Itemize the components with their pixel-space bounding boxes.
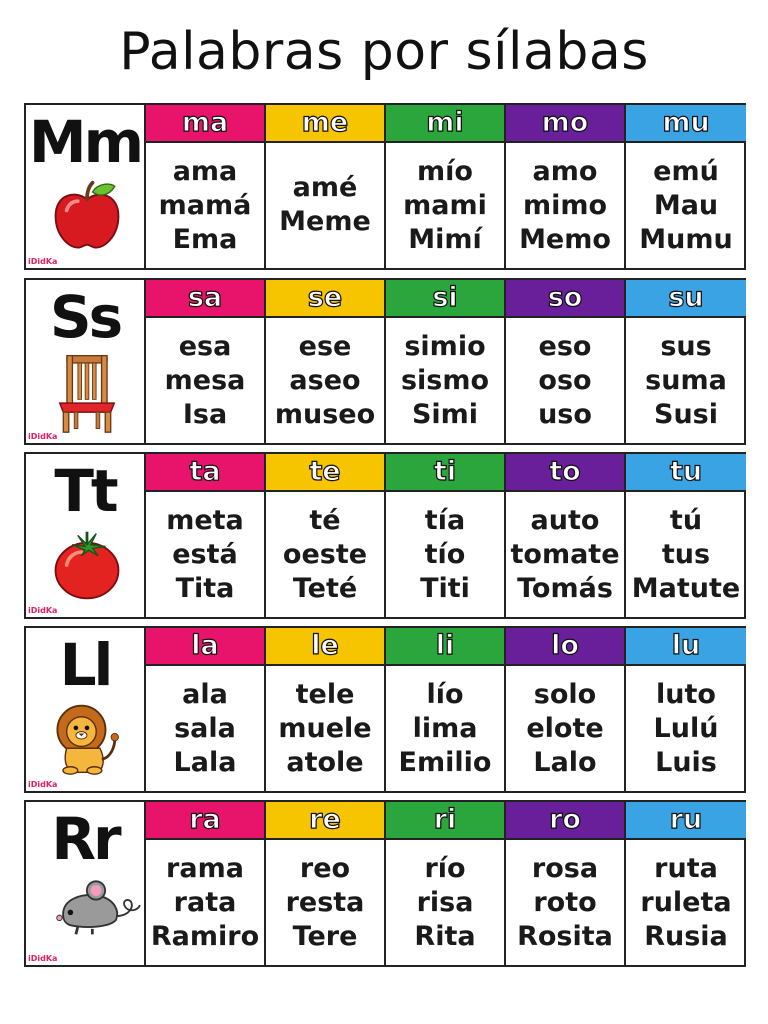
- letter-block: [24, 278, 746, 445]
- word: museo: [274, 399, 376, 430]
- word: Memo: [519, 224, 611, 255]
- word-list: [386, 840, 504, 954]
- word: simio: [404, 331, 486, 362]
- letter-heading: Tt: [54, 457, 116, 525]
- word: lima: [412, 713, 478, 744]
- syllable-column: [266, 105, 386, 268]
- syllable-column: [386, 628, 506, 791]
- lion-icon: [50, 700, 124, 778]
- word: Mimí: [408, 224, 482, 255]
- syllable-header: te: [266, 454, 384, 492]
- syllable-header: mo: [506, 105, 624, 143]
- word: luto: [656, 679, 716, 710]
- word-list: [266, 318, 384, 432]
- word: Tere: [292, 921, 358, 952]
- word: Luis: [655, 747, 717, 778]
- letter-heading: Mm: [28, 108, 142, 176]
- letter-block: [24, 452, 746, 619]
- word: Rusia: [644, 921, 728, 952]
- word: mesa: [164, 365, 246, 396]
- syllable-column: [626, 105, 746, 268]
- page-title: Palabras por sílabas: [119, 22, 649, 82]
- syllable-header: to: [506, 454, 624, 492]
- letter-cell: [26, 628, 146, 791]
- word: solo: [533, 679, 597, 710]
- word: roto: [533, 887, 597, 918]
- syllable-column: [266, 802, 386, 965]
- word: Matute: [631, 573, 741, 604]
- word: ruleta: [640, 887, 732, 918]
- syllable-column: [506, 802, 626, 965]
- syllable-column: [146, 280, 266, 443]
- word: sismo: [400, 365, 490, 396]
- word-list: [386, 666, 504, 780]
- word-list: [266, 143, 384, 239]
- word-list: [146, 840, 264, 954]
- syllable-column: [386, 280, 506, 443]
- word: Tomás: [517, 573, 613, 604]
- word: mamá: [158, 190, 252, 221]
- word: Mumu: [639, 224, 733, 255]
- word: tío: [424, 539, 466, 570]
- letter-cell: [26, 105, 146, 268]
- word: Isa: [182, 399, 228, 430]
- mouse-icon: [50, 874, 124, 952]
- word: rata: [173, 887, 237, 918]
- word: Ema: [172, 224, 238, 255]
- word: uso: [538, 399, 592, 430]
- word: sala: [174, 713, 236, 744]
- word-list: [146, 666, 264, 780]
- syllable-header: ma: [146, 105, 264, 143]
- brand-logo: iDidKa: [28, 257, 58, 266]
- word: Titi: [420, 573, 470, 604]
- word: tú: [669, 505, 703, 536]
- word-list: [506, 143, 624, 257]
- syllable-header: ta: [146, 454, 264, 492]
- word-list: [626, 840, 746, 954]
- syllable-header: lu: [626, 628, 746, 666]
- word: amé: [292, 172, 358, 203]
- word-list: [386, 143, 504, 257]
- syllable-header: re: [266, 802, 384, 840]
- word: está: [172, 539, 238, 570]
- word-list: [266, 666, 384, 780]
- syllable-header: lo: [506, 628, 624, 666]
- word: rosa: [531, 853, 599, 884]
- word: Rita: [414, 921, 476, 952]
- word: mami: [403, 190, 487, 221]
- syllable-header: la: [146, 628, 264, 666]
- letter-block: [24, 103, 746, 270]
- word-list: [626, 492, 746, 606]
- chair-icon: [50, 352, 124, 430]
- word: resta: [285, 887, 365, 918]
- word-list: [626, 666, 746, 780]
- syllable-header: tu: [626, 454, 746, 492]
- syllable-column: [146, 105, 266, 268]
- syllable-header: si: [386, 280, 504, 318]
- word: ruta: [654, 853, 718, 884]
- word: ala: [182, 679, 228, 710]
- letter-cell: [26, 802, 146, 965]
- word-list: [626, 318, 746, 432]
- syllable-header: ra: [146, 802, 264, 840]
- syllable-column: [146, 454, 266, 617]
- word: muele: [278, 713, 372, 744]
- syllable-header: ru: [626, 802, 746, 840]
- word-list: [506, 840, 624, 954]
- letter-block: [24, 626, 746, 793]
- word-list: [506, 492, 624, 606]
- syllable-column: [266, 628, 386, 791]
- tomato-icon: [50, 526, 124, 604]
- word: rama: [166, 853, 244, 884]
- syllable-header: me: [266, 105, 384, 143]
- word: tus: [661, 539, 711, 570]
- word-list: [146, 143, 264, 257]
- word: elote: [526, 713, 604, 744]
- word-list: [266, 492, 384, 606]
- word: sus: [660, 331, 712, 362]
- word: mío: [417, 156, 473, 187]
- brand-logo: iDidKa: [28, 954, 58, 963]
- syllable-column: [506, 454, 626, 617]
- letter-block: [24, 800, 746, 967]
- word: Meme: [279, 206, 371, 237]
- word: Lala: [173, 747, 237, 778]
- word: río: [424, 853, 466, 884]
- syllable-header: mu: [626, 105, 746, 143]
- letter-cell: [26, 280, 146, 443]
- syllable-column: [506, 628, 626, 791]
- word: risa: [416, 887, 474, 918]
- word: emú: [653, 156, 719, 187]
- word: Simi: [411, 399, 479, 430]
- word: lío: [426, 679, 464, 710]
- syllable-column: [146, 628, 266, 791]
- syllable-column: [146, 802, 266, 965]
- syllable-header: le: [266, 628, 384, 666]
- word: amo: [532, 156, 598, 187]
- syllable-column: [626, 802, 746, 965]
- syllable-header: mi: [386, 105, 504, 143]
- letter-heading: Ss: [49, 283, 121, 351]
- word-list: [506, 666, 624, 780]
- word: reo: [299, 853, 351, 884]
- word-list: [386, 492, 504, 606]
- syllable-column: [266, 454, 386, 617]
- syllable-header: ri: [386, 802, 504, 840]
- word: esa: [178, 331, 232, 362]
- word: oeste: [282, 539, 368, 570]
- syllable-column: [386, 802, 506, 965]
- syllable-header: su: [626, 280, 746, 318]
- letter-heading: Ll: [59, 631, 111, 699]
- word: Rosita: [517, 921, 613, 952]
- word: tomate: [510, 539, 620, 570]
- syllable-header: ro: [506, 802, 624, 840]
- word: aseo: [289, 365, 361, 396]
- word: atole: [286, 747, 364, 778]
- word: meta: [166, 505, 244, 536]
- word: tía: [424, 505, 466, 536]
- word: Tita: [175, 573, 235, 604]
- syllable-column: [626, 454, 746, 617]
- syllable-header: so: [506, 280, 624, 318]
- brand-logo: iDidKa: [28, 780, 58, 789]
- syllable-column: [386, 105, 506, 268]
- word: mimo: [522, 190, 608, 221]
- syllable-column: [386, 454, 506, 617]
- syllable-header: li: [386, 628, 504, 666]
- syllable-column: [506, 105, 626, 268]
- word: Lalo: [533, 747, 597, 778]
- word: ama: [172, 156, 238, 187]
- word: Ramiro: [150, 921, 260, 952]
- word: tele: [295, 679, 355, 710]
- word: Mau: [653, 190, 719, 221]
- word: oso: [538, 365, 592, 396]
- letter-heading: Rr: [51, 805, 119, 873]
- syllable-header: sa: [146, 280, 264, 318]
- word: Teté: [292, 573, 358, 604]
- word-list: [506, 318, 624, 432]
- word: Lulú: [653, 713, 719, 744]
- word: ese: [298, 331, 352, 362]
- letter-cell: [26, 454, 146, 617]
- syllable-header: se: [266, 280, 384, 318]
- word-list: [626, 143, 746, 257]
- word: auto: [530, 505, 600, 536]
- word: Emilio: [398, 747, 492, 778]
- word: suma: [645, 365, 727, 396]
- word: Susi: [654, 399, 718, 430]
- word: té: [309, 505, 341, 536]
- syllable-column: [506, 280, 626, 443]
- word-list: [266, 840, 384, 954]
- brand-logo: iDidKa: [28, 606, 58, 615]
- syllable-header: ti: [386, 454, 504, 492]
- word: eso: [538, 331, 592, 362]
- syllable-column: [266, 280, 386, 443]
- word-list: [386, 318, 504, 432]
- syllable-column: [626, 280, 746, 443]
- brand-logo: iDidKa: [28, 432, 58, 441]
- apple-icon: [50, 177, 124, 255]
- word-list: [146, 492, 264, 606]
- syllable-column: [626, 628, 746, 791]
- word-list: [146, 318, 264, 432]
